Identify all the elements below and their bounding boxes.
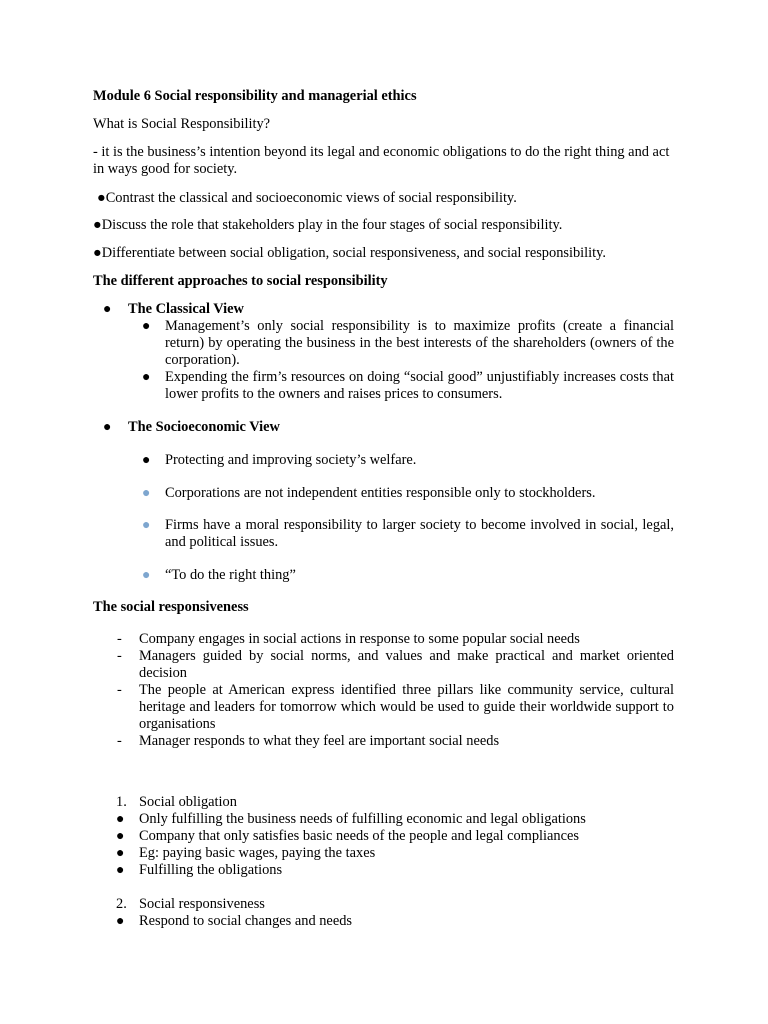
bullet-icon: ●	[116, 846, 125, 861]
list-number: 2.	[116, 896, 127, 912]
bullet-icon: ●	[142, 486, 151, 501]
socioeconomic-point: Corporations are not independent entities responsible only to stockholders.	[165, 485, 596, 501]
responsiveness-item: Manager responds to what they feel are important social needs	[139, 733, 500, 749]
responsiveness-heading: The social responsiveness	[93, 599, 249, 615]
objective-item: ●Contrast the classical and socioeconomic views of social responsibility.	[97, 190, 517, 206]
socioeconomic-point: Firms have a moral responsibility to larger society to become involved in social, legal, and political issues.	[165, 517, 674, 550]
dash-icon: -	[117, 733, 122, 749]
list-number: 1.	[116, 794, 127, 810]
numbered-item-label: Social responsiveness	[139, 896, 265, 912]
bullet-icon: ●	[142, 568, 151, 583]
objective-item: ●Differentiate between social obligation, social responsiveness, and social responsibility.	[93, 245, 607, 261]
section-question: What is Social Responsibility?	[93, 116, 271, 132]
list-item: Fulfilling the obligations	[139, 862, 283, 878]
bullet-icon: ●	[116, 914, 125, 929]
list-item: Eg: paying basic wages, paying the taxes	[139, 845, 376, 861]
bullet-icon: ●	[116, 863, 125, 878]
bullet-icon: ●	[103, 420, 112, 435]
bullet-icon: ●	[142, 453, 151, 468]
classical-point: Management’s only social responsibility is to maximize profits (create a financial return) by operating the business in the best interests of the shareholders (owners of the corporation).	[165, 318, 674, 368]
socioeconomic-point: Protecting and improving society’s welfare.	[165, 452, 417, 468]
bullet-icon: ●	[142, 319, 151, 334]
dash-icon: -	[117, 682, 122, 698]
classical-point: Expending the firm’s resources on doing “social good” unjustifiably increases costs that lower profits to the owners and raises prices to consumers.	[165, 369, 674, 402]
bullet-icon: ●	[116, 812, 125, 827]
definition-paragraph: - it is the business’s intention beyond its legal and economic obligations to do the right thing and act in ways good for society.	[93, 144, 670, 177]
dash-icon: -	[117, 648, 122, 664]
list-item: Respond to social changes and needs	[139, 913, 353, 929]
bullet-icon: ●	[116, 829, 125, 844]
responsiveness-item: Managers guided by social norms, and values and make practical and market oriented decision	[139, 648, 674, 681]
approaches-heading: The different approaches to social responsibility	[93, 273, 388, 289]
bullet-icon: ●	[142, 518, 151, 533]
list-item: Only fulfilling the business needs of fulfilling economic and legal obligations	[139, 811, 586, 827]
dash-icon: -	[117, 631, 122, 647]
list-item: Company that only satisfies basic needs of the people and legal compliances	[139, 828, 579, 844]
bullet-icon: ●	[142, 370, 151, 385]
numbered-item-label: Social obligation	[139, 794, 237, 810]
page-title: Module 6 Social responsibility and managerial ethics	[93, 88, 417, 104]
bullet-icon: ●	[103, 302, 112, 317]
responsiveness-item: The people at American express identified three pillars like community service, cultural heritage and leaders for tomorrow which would be used to guide their worldwide support to organisations	[139, 682, 674, 732]
objective-item: ●Discuss the role that stakeholders play in the four stages of social responsibility.	[93, 217, 563, 233]
classical-view-heading: The Classical View	[128, 301, 244, 317]
socioeconomic-point: “To do the right thing”	[165, 567, 296, 583]
responsiveness-item: Company engages in social actions in response to some popular social needs	[139, 631, 580, 647]
socioeconomic-view-heading: The Socioeconomic View	[128, 419, 280, 435]
